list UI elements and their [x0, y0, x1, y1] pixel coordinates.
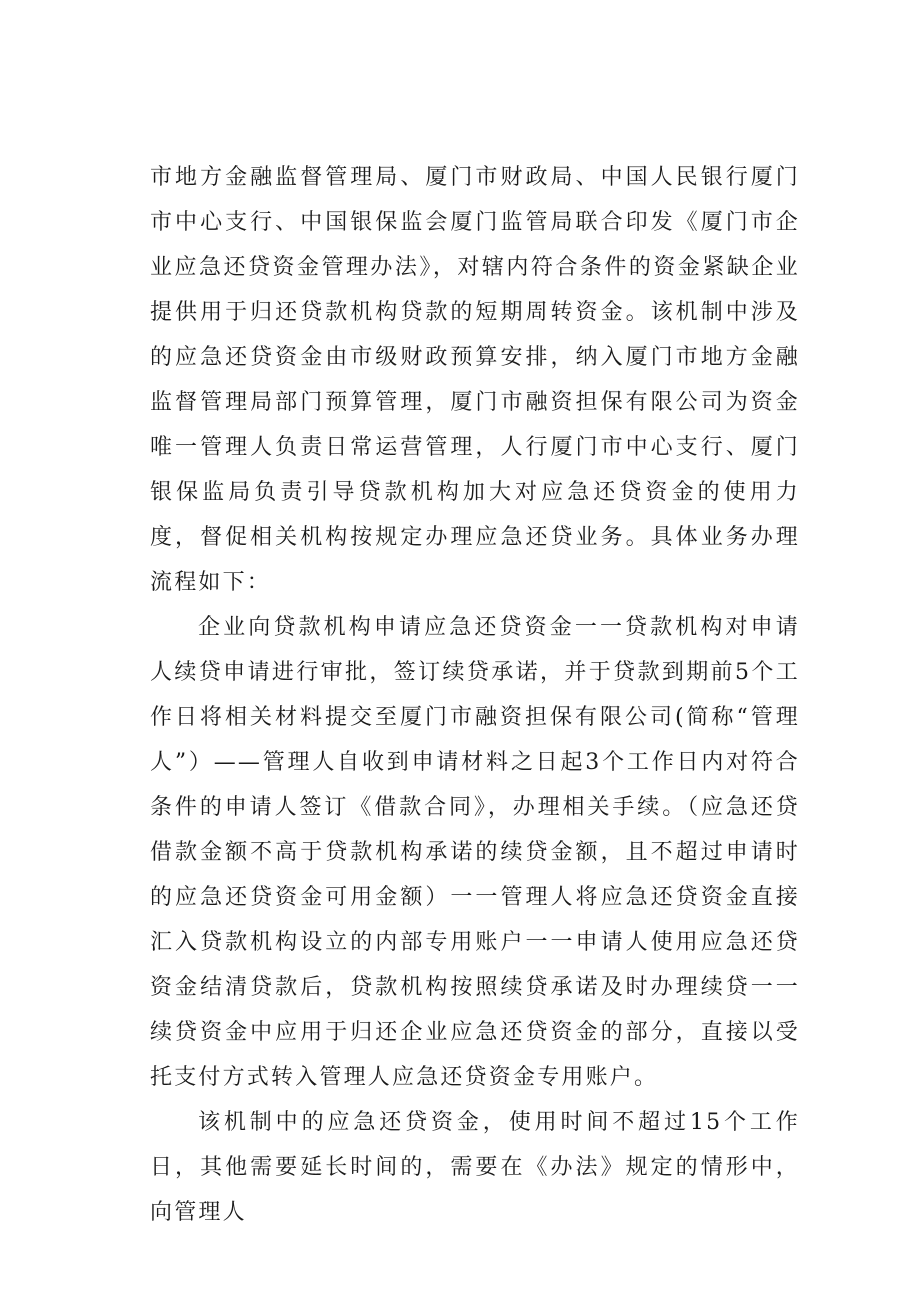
paragraph-3: 该机制中的应急还贷资金，使用时间不超过15个工作日，其他需要延长时间的，需要在《办法》规定的情形中，向管理人 [150, 1110, 800, 1225]
document-body [150, 155, 800, 1235]
paragraph-1: 市地方金融监督管理局、厦门市财政局、中国人民银行厦门市中心支行、中国银保监会厦门监管局联合印发《厦门市企业应急还贷资金管理办法》，对辖内符合条件的资金紧缺企业提供用于归还贷款机构贷款的短期周转资金。该机制中涉及的应急还贷资金由市级财政预算安排，纳入厦门市地方金融监督管理局部门预算管理，厦门市融资担保有限公司为资金唯一管理人负责日常运营管理，人行厦门市中心支行、厦门银保监局负责引导贷款机构加大对应急还贷资金的使用力度，督促相关机构按规定办理应急还贷业务。具体业务办理流程如下： [150, 165, 800, 595]
paragraph-2: 企业向贷款机构申请应急还贷资金一一贷款机构对申请人续贷申请进行审批，签订续贷承诺，并于贷款到期前5个工作日将相关材料提交至厦门市融资担保有限公司(简称“管理人”）——管理人自收到申请材料之日起3个工作日内对符合条件的申请人签订《借款合同》，办理相关手续。（应急还贷借款金额不高于贷款机构承诺的续贷金额，且不超过申请时的应急还贷资金可用金额）一一管理人将应急还贷资金直接汇入贷款机构设立的内部专用账户一一申请人使用应急还贷资金结清贷款后，贷款机构按照续贷承诺及时办理续贷一一续贷资金中应用于归还企业应急还贷资金的部分，直接以受托支付方式转入管理人应急还贷资金专用账户。 [150, 615, 800, 1090]
